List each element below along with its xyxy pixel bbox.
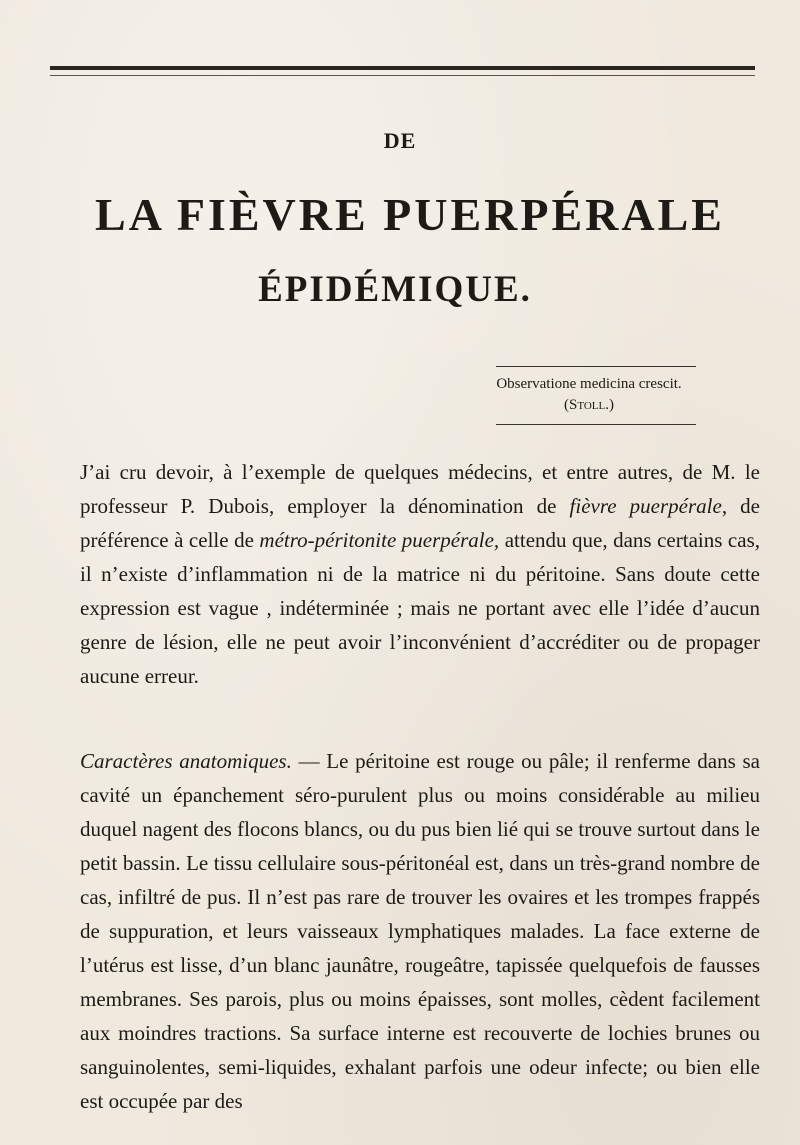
epigraph-author: (Stoll.) bbox=[564, 397, 614, 413]
paragraph-introduction-text-2: , de préférence à celle de bbox=[80, 494, 760, 552]
page-title: LA FIÈVRE PUERPÉRALE bbox=[95, 189, 725, 240]
page-subtitle: ÉPIDÉMIQUE. bbox=[258, 269, 532, 310]
epigraph-rule-top bbox=[496, 366, 696, 367]
epigraph-quote: Observatione medicina crescit. bbox=[496, 376, 682, 392]
top-thin-rule bbox=[50, 75, 755, 76]
term-metro-peritonite: métro-péritonite puerpérale, bbox=[259, 528, 500, 552]
epigraph-rule-bottom bbox=[496, 424, 696, 425]
term-fievre-puerperale: fièvre puerpérale bbox=[569, 494, 722, 518]
top-double-rule bbox=[50, 66, 755, 70]
title-prefix: DE bbox=[383, 128, 417, 153]
paragraph-introduction bbox=[80, 455, 760, 693]
paragraph-introduction-text-3: attendu que, dans certains cas, il n’existe d’inflammation ni de la matrice ni du péritoine. Sans doute cette expression est vague , indéterminée ; mais ne portant avec elle l’idée d’aucun genre de lésion, elle ne peut avoir l’inconvénient d’accréditer ou de propager aucune erreur. bbox=[80, 528, 760, 688]
section-heading-anatomical: Caractères anatomiques. bbox=[80, 749, 292, 773]
paragraph-anatomical-text: — Le péritoine est rouge ou pâle; il renferme dans sa cavité un épanchement séro-purulent plus ou moins considérable au milieu duquel nagent des flocons blancs, ou du pus bien lié qui se trouve surtout dans le petit bassin. Le tissu cellulaire sous-péritonéal est, dans un très-grand nombre de cas, infiltré de pus. Il n’est pas rare de trouver les ovaires et les trompes frappés de suppuration, et leurs vaisseaux lymphatiques malades. La face externe de l’utérus est lisse, d’un blanc jaunâtre, rougeâtre, tapissée quelquefois de fausses membranes. Ses parois, plus ou moins épaisses, sont molles, cèdent facilement aux moindres tractions. Sa surface interne est recouverte de lochies brunes ou sanguinolentes, semi-liquides, exhalant parfois une odeur infecte; ou bien elle est occupée par des bbox=[80, 749, 761, 1113]
paragraph-anatomical-characters bbox=[80, 744, 760, 1118]
paragraph-introduction-text-1: J’ai cru devoir, à l’exemple de quelques médecins, et entre autres, de M. le professeur P. Dubois, employer la dénomination de bbox=[80, 460, 760, 518]
